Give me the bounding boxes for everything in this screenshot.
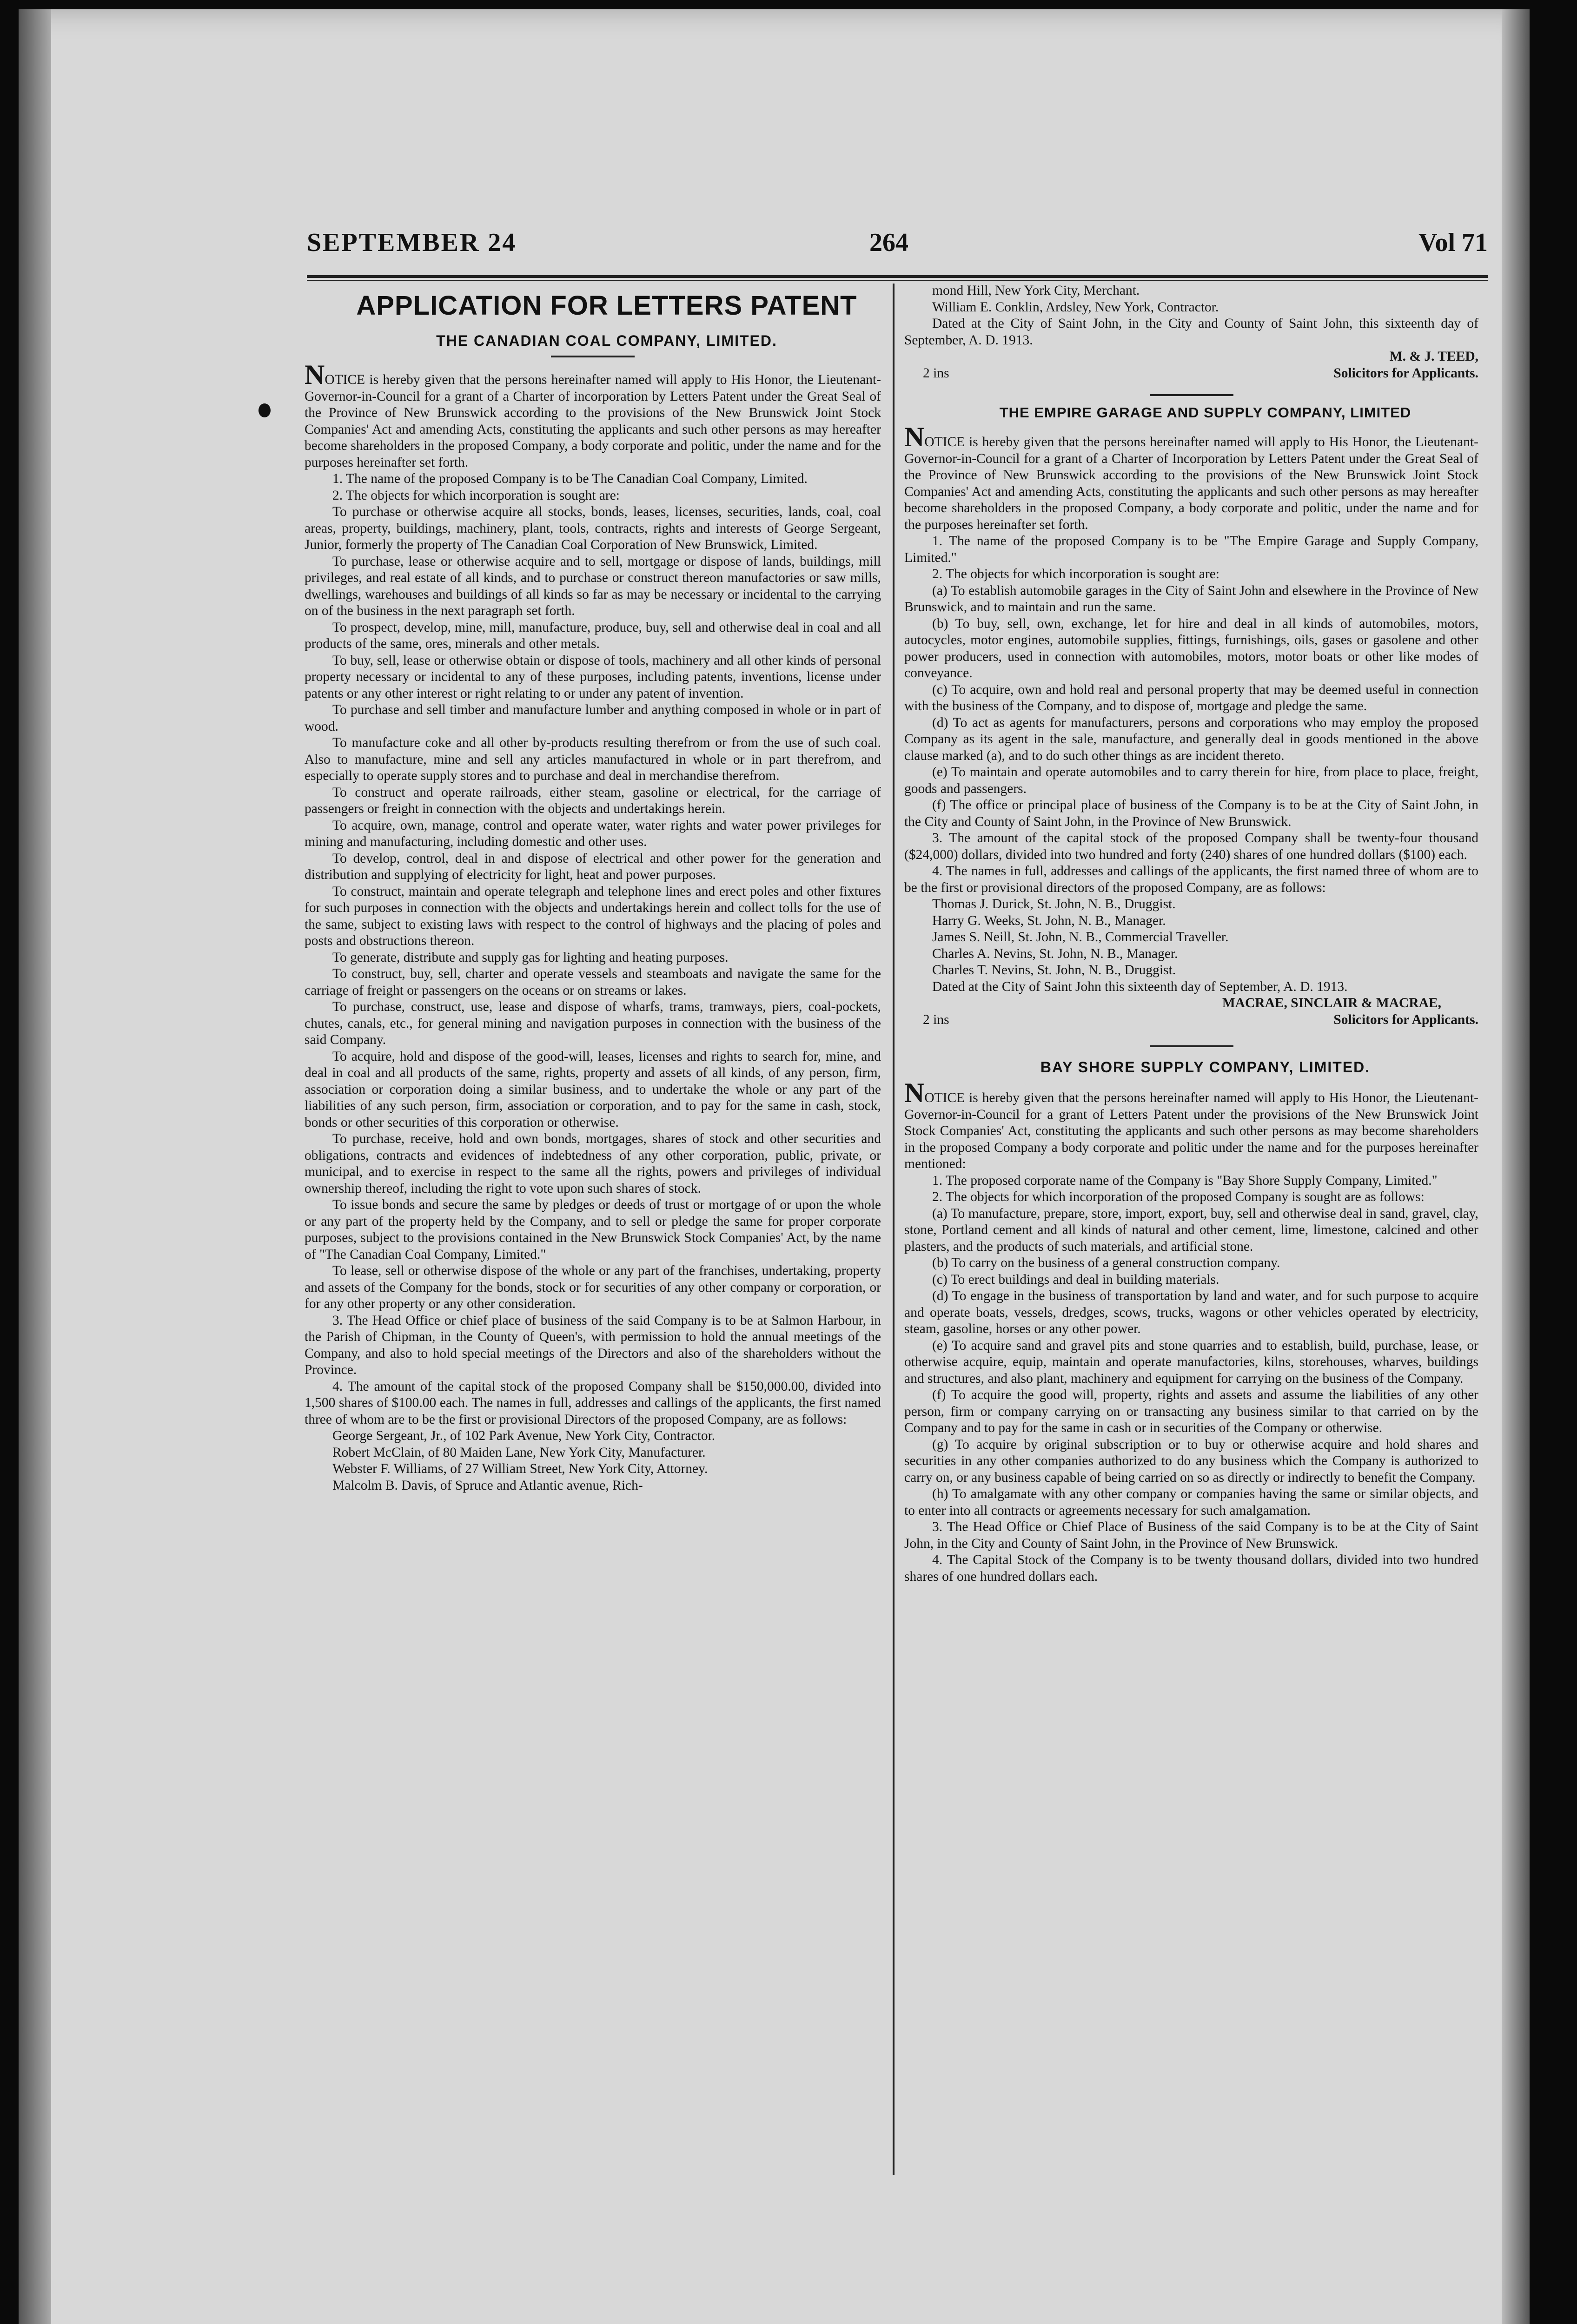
notice-paragraph: 4. The Capital Stock of the Company is to be twenty thousand dollars, divided into two hundred shares of one hundred dollars each. — [904, 1552, 1478, 1584]
notice-paragraph: (g) To acquire by original subscription or to buy or otherwise acquire and hold shares and securities in any other companies authorized to do any business which the Company is authorized to carry on, or any business capable of being carried on so as directly or indirectly to benefit the Company. — [904, 1437, 1478, 1485]
drop-cap: N — [904, 1077, 925, 1108]
column-divider — [893, 284, 895, 2175]
page-edge-shadow — [1502, 9, 1530, 2324]
notice-paragraph: George Sergeant, Jr., of 102 Park Avenue, New York City, Contractor. — [332, 1428, 716, 1443]
notice-paragraph: James S. Neill, St. John, N. B., Commercial Traveller. — [932, 930, 1229, 944]
solicitors-label: Solicitors for Applicants. — [1333, 365, 1478, 381]
notice-paragraph: 1. The name of the proposed Company is to be The Canadian Coal Company, Limited. — [332, 471, 808, 486]
paragraph-text: OTICE is hereby given that the persons hereinafter named will apply to His Honor, the Lieutenant-Governor-in-Council for a grant of a Charter of incorporation by Letters Patent under the Great Seal of the Province of New Brunswick according to the provisions of the New Brunswick Joint Stock Companies' Act and amending Acts, constituting the applicants and such other persons as may hereafter become shareholders in the proposed Company, a body corporate and politic, under the name and for the purposes hereinafter set forth. — [305, 372, 881, 470]
notice-paragraph: To construct, maintain and operate telegraph and telephone lines and erect poles and other fixtures for such purposes in connection with the objects and undertakings herein and collect tolls for the use of the same, subject to existing laws with respect to the control of highways and the placing of poles and posts and obstructions thereon. — [305, 884, 881, 948]
paragraph-text: OTICE is hereby given that the persons hereinafter named will apply to His Honor, the Lieutenant-Governor-in-Council for a grant of a Charter of Incorporation by Letters Patent under the Great Seal of the Province of New Brunswick according to the provisions of the New Brunswick Joint Stock Companies' Act and amending Acts, constituting the applicants and such other persons as may hereafter become shareholders in the proposed Company, a body corporate and politic, under the name and for the purposes hereinafter set forth. — [904, 435, 1478, 532]
notice-paragraph: To buy, sell, lease or otherwise obtain or dispose of tools, machinery and all other kinds of personal property necessary or incidental to any of these purposes, including patents, inventions, license under patents or any other interest or right relating to or under any patent of invention. — [305, 653, 881, 701]
company-heading-empire-garage: THE EMPIRE GARAGE AND SUPPLY COMPANY, LIMITED — [999, 404, 1411, 421]
separator-rule — [1150, 1045, 1233, 1047]
header-date: SEPTEMBER 24 — [307, 228, 517, 257]
insertion-line-1 — [904, 365, 1478, 382]
header-page-number: 264 — [869, 228, 908, 257]
drop-cap: N — [305, 359, 325, 390]
notice-paragraph: To construct, buy, sell, charter and operate vessels and steamboats and navigate the same for the carriage of freight or passengers on the oceans or on streams or lakes. — [305, 966, 881, 998]
notice-paragraph: To develop, control, deal in and dispose of electrical and other power for the generation and distribution and supplying of electricity for light, heat and power purposes. — [305, 851, 881, 882]
notice-paragraph: (e) To acquire sand and gravel pits and stone quarries and to establish, build, purchase, lease, or otherwise acquire, equip, maintain and operate manufactories, kilns, storehouses, wharves, buildings and structures, and also plant, machinery and equipment for carrying on the business of the Company. — [904, 1338, 1478, 1386]
notice-paragraph: 3. The amount of the capital stock of the proposed Company shall be twenty-four thousand ($24,000) dollars, divided into two hundred and forty (240) shares of one hundred dollars ($100) each. — [904, 831, 1478, 862]
heading-rule — [551, 356, 635, 357]
section-title: APPLICATION FOR LETTERS PATENT — [356, 290, 857, 321]
notice-paragraph: Thomas J. Durick, St. John, N. B., Druggist. — [932, 897, 1176, 911]
paragraph-text: OTICE is hereby given that the persons hereinafter named will apply to His Honor, the Lieutenant-Governor-in-Council for a grant of Letters Patent under the provisions of the New Brunswick Joint Stock Companies' Act, constituting the applicants and such other persons as may become shareholders in the proposed Company a body corporate and politic under the name and for the purposes hereinafter mentioned: — [904, 1090, 1478, 1171]
notice-paragraph: (c) To acquire, own and hold real and personal property that may be deemed useful in connection with the business of the Company, and to dispose of, mortgage and pledge the same. — [904, 682, 1478, 713]
notice-paragraph: (d) To act as agents for manufacturers, persons and corporations who may employ the proposed Company as its agent in the sale, manufacture, and generally deal in goods mentioned in the above clause marked (a), and to do such other things as are incident thereto. — [904, 715, 1478, 763]
notice-paragraph: (h) To amalgamate with any other company or companies having the same or similar objects, and to enter into all contracts or agreements necessary for such amalgamation. — [904, 1486, 1478, 1518]
notice-paragraph: 2. The objects for which incorporation is sought are: — [332, 488, 620, 503]
notice-paragraph: To purchase and sell timber and manufacture lumber and anything composed in whole or in part of wood. — [305, 702, 881, 734]
notice-paragraph: To purchase, receive, hold and own bonds, mortgages, shares of stock and other securities and obligations, contracts and evidences of indebtedness of any other corporation, public, private, or municipal, and to exercise in respect to the same all the rights, powers and privileges of individual ownership thereof, including the right to vote upon such shares of stock. — [305, 1131, 881, 1196]
canadian-coal-notice — [305, 359, 881, 1494]
notice-paragraph: (d) To engage in the business of transportation by land and water, and for such purpose to acquire and operate boats, vessels, dredges, scows, trucks, wagons or other vehicles operated by electricity, steam, gasoline, horses or any other power. — [904, 1288, 1478, 1336]
notice-paragraph: Webster F. Williams, of 27 William Street, New York City, Attorney. — [332, 1461, 708, 1476]
notice-paragraph: To acquire, hold and dispose of the good-will, leases, licenses and rights to search for, mine, and deal in coal and all products of the same, rights, property and assets of all kinds, of any person, firm, association or corporation doing a similar business, and to undertake the whole or any part of the liabilities of any such person, firm, association or corporation, and to pay for the same in cash, stock, bonds or other securities of this corporation or otherwise. — [305, 1049, 881, 1130]
company-heading-bay-shore: BAY SHORE SUPPLY COMPANY, LIMITED. — [1040, 1058, 1371, 1076]
notice-paragraph: To construct and operate railroads, either steam, gasoline or electrical, for the carriage of passengers or freight in connection with the objects and undertakings herein. — [305, 785, 881, 816]
notice-paragraph: Charles T. Nevins, St. John, N. B., Druggist. — [932, 963, 1176, 977]
notice-paragraph: Robert McClain, of 80 Maiden Lane, New York City, Manufacturer. — [332, 1445, 706, 1460]
notice-paragraph: (b) To buy, sell, own, exchange, let for hire and deal in all kinds of automobiles, motors, autocycles, motor engines, automobile supplies, fittings, furnishings, oils, gases or gasolene and other power producers, used in connection with automobiles, motors, motor boats or other like modes of conveyance. — [904, 616, 1478, 680]
notice-paragraph: To lease, sell or otherwise dispose of the whole or any part of the franchises, undertaking, property and assets of the Company for the bonds, stock or for securities of any other company or corporation, or for any other property or any other consideration. — [305, 1263, 881, 1311]
notice-paragraph: To issue bonds and secure the same by pledges or deeds of trust or mortgage of or upon the whole or any part of the property held by the Company, and to sell or pledge the same for proper corporate purposes, subject to the provisions contained in the New Brunswick Stock Companies' Act, by the name of "The Canadian Coal Company, Limited." — [305, 1197, 881, 1262]
solicitor-signature-macrae: MACRAE, SINCLAIR & MACRAE, — [1222, 996, 1441, 1010]
separator-rule — [1150, 394, 1233, 396]
page-binding-shadow — [19, 9, 51, 2324]
notice-paragraph: (f) To acquire the good will, property, rights and assets and assume the liabilities of any other person, firm or company carrying on or transacting any business similar to that carried on by the Company and to pay for the same in cash or in securities of the Company or otherwise. — [904, 1387, 1478, 1435]
header-rule — [307, 275, 1488, 278]
notice-paragraph: 2. The objects for which incorporation is sought are: — [932, 567, 1219, 581]
notice-paragraph: To manufacture coke and all other by-products resulting therefrom or from the use of such coal. Also to manufacture, mine and sell any articles manufactured in whole or in part therefrom, and especially to operate supply stores and to purchase and deal in merchandise therefrom. — [305, 735, 881, 783]
notice-paragraph: To acquire, own, manage, control and operate water, water rights and water power privileges for mining and manufacturing, including domestic and other uses. — [305, 818, 881, 849]
header-rule-thin — [307, 280, 1488, 281]
notice-paragraph: 1. The proposed corporate name of the Company is "Bay Shore Supply Company, Limited." — [932, 1173, 1438, 1188]
notice-paragraph: (f) The office or principal place of business of the Company is to be at the City of Saint John, in the City and County of Saint John, in the Province of New Brunswick. — [904, 798, 1478, 829]
margin-mark — [258, 403, 271, 417]
notice-paragraph: (a) To manufacture, prepare, store, import, export, buy, sell and otherwise deal in sand, gravel, clay, stone, Portland cement and all kinds of natural and other cement, lime, limestone, calcined and other plasters, and the products of such materials, and artificial stone. — [904, 1206, 1478, 1254]
notice-paragraph: (a) To establish automobile garages in the City of Saint John and elsewhere in the Province of New Brunswick, and to maintain and run the same. — [904, 583, 1478, 614]
page-header — [307, 228, 1488, 270]
company-heading-canadian-coal: THE CANADIAN COAL COMPANY, LIMITED. — [436, 332, 777, 349]
notice-paragraph: 4. The amount of the capital stock of the proposed Company shall be $150,000.00, divided into 1,500 shares of $100.00 each. The names in full, addresses and callings of the applicants, the first named three of whom are to be the first or provisional Directors of the proposed Company, are as follows: — [305, 1379, 881, 1427]
notice-paragraph: Harry G. Weeks, St. John, N. B., Manager. — [932, 913, 1166, 928]
notice-paragraph — [904, 1077, 1478, 1173]
notice-paragraph — [305, 359, 881, 471]
notice-paragraph: (c) To erect buildings and deal in building materials. — [932, 1272, 1219, 1287]
notice-paragraph: (b) To carry on the business of a general construction company. — [932, 1255, 1280, 1270]
notice-paragraph: mond Hill, New York City, Merchant. — [932, 283, 1140, 298]
empire-garage-notice — [904, 422, 1478, 995]
left-column — [305, 290, 881, 1494]
notice-paragraph: Malcolm B. Davis, of Spruce and Atlantic avenue, Rich- — [332, 1478, 643, 1493]
notice-paragraph: William E. Conklin, Ardsley, New York, Contractor. — [932, 299, 1219, 315]
insertion-count: 2 ins — [923, 365, 949, 381]
header-volume: Vol 71 — [1418, 228, 1488, 257]
drop-cap: N — [904, 422, 925, 452]
notice-paragraph: 3. The Head Office or chief place of business of the said Company is to be at Salmon Harbour, in the Parish of Chipman, in the County of Queen's, with permission to hold the annual meetings of the Company, and also to hold special meetings of the Directors and also of the shareholders without the Province. — [305, 1313, 881, 1377]
notice-paragraph: To prospect, develop, mine, mill, manufacture, produce, buy, sell and otherwise deal in coal and all products of the same, ores, minerals and other metals. — [305, 620, 881, 651]
notice-paragraph: Dated at the City of Saint John this sixteenth day of September, A. D. 1913. — [932, 979, 1348, 994]
notice-paragraph: Charles A. Nevins, St. John, N. B., Manager. — [932, 946, 1178, 961]
solicitors-label: Solicitors for Applicants. — [1333, 1012, 1478, 1027]
notice-paragraph: Dated at the City of Saint John, in the City and County of Saint John, this sixteenth day of September, A. D. 1913. — [904, 316, 1478, 348]
notice-paragraph: 1. The name of the proposed Company is to be "The Empire Garage and Supply Company, Limited." — [904, 534, 1478, 565]
solicitor-signature-teed: M. & J. TEED, — [1389, 349, 1478, 364]
insertion-count: 2 ins — [923, 1012, 949, 1027]
continued-notice — [904, 283, 1478, 349]
notice-paragraph: To purchase, construct, use, lease and dispose of wharfs, trams, tramways, piers, coal-pockets, chutes, canals, etc., for general mining and navigation purposes in connection with the business of the said Company. — [305, 999, 881, 1047]
notice-paragraph: To generate, distribute and supply gas for lighting and heating purposes. — [332, 950, 729, 965]
notice-paragraph — [904, 422, 1478, 533]
insertion-line-2 — [904, 1012, 1478, 1029]
notice-paragraph: 3. The Head Office or Chief Place of Business of the said Company is to be at the City of Saint John, in the City and County of Saint John, in the Province of New Brunswick. — [904, 1519, 1478, 1551]
notice-paragraph: (e) To maintain and operate automobiles and to carry therein for hire, from place to place, freight, goods and passengers. — [904, 765, 1478, 796]
notice-paragraph: 2. The objects for which incorporation of the proposed Company is sought are as follows: — [932, 1189, 1425, 1204]
notice-paragraph: To purchase or otherwise acquire all stocks, bonds, leases, licenses, securities, lands, coal, coal areas, property, buildings, machinery, plant, tools, contracts, rights and interests of George Sergeant, Junior, formerly the property of The Canadian Coal Corporation of New Brunswick, Limited. — [305, 504, 881, 552]
notice-paragraph: 4. The names in full, addresses and callings of the applicants, the first named three of whom are to be the first or provisional directors of the proposed Company, are as follows: — [904, 864, 1478, 895]
bay-shore-notice — [904, 1077, 1478, 1585]
right-column — [904, 283, 1478, 1585]
notice-paragraph: To purchase, lease or otherwise acquire and to sell, mortgage or dispose of lands, buildings, mill privileges, and real estate of all kinds, and to purchase or construct thereon manufactories or saw mills, dwellings, warehouses and buildings of all kinds so far as may be necessary or incidental to the carrying on of the business in the next paragraph set forth. — [305, 554, 881, 618]
